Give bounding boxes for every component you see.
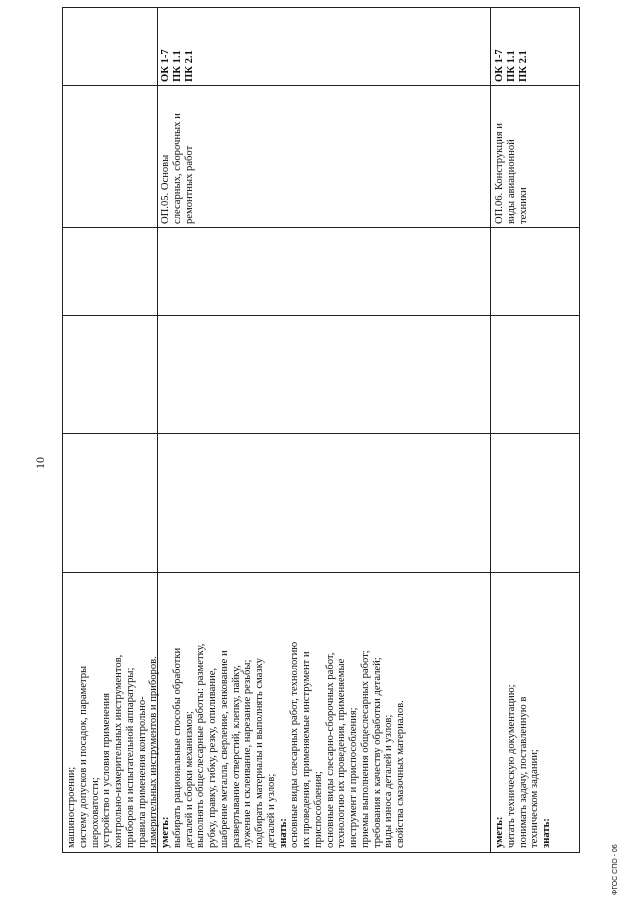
- content-line: машиностроении;: [66, 766, 77, 848]
- content-line: инструмент и приспособления;: [348, 707, 359, 848]
- competency-code: ПК 1.1: [506, 50, 517, 82]
- column-divider: [63, 85, 579, 86]
- row3-codes-cell: [494, 49, 530, 82]
- row2-discipline-cell: [160, 113, 195, 224]
- content-line: контрольно-измерительных инструментов,: [113, 654, 124, 848]
- discipline-line: виды авиационной: [505, 139, 517, 224]
- content-line: уметь:: [160, 816, 171, 848]
- content-line: понимать задачу, поставленную в: [517, 696, 529, 848]
- competency-code: ПК 1.1: [172, 50, 183, 82]
- content-line: уметь:: [494, 816, 505, 848]
- discipline-line: техники: [517, 187, 529, 224]
- content-line: требования к качеству обработки деталей;: [371, 657, 383, 848]
- content-line: развертывание отверстий, клепку, пайку,: [230, 665, 242, 848]
- content-line: деталей и узлов;: [265, 773, 277, 848]
- content-line: шабрение металла, сверление, зенкование и: [218, 650, 230, 848]
- discipline-line: слесарных, сборочных и: [171, 113, 183, 224]
- competency-code: ОК 1-7: [494, 49, 505, 82]
- content-line: измерительных инструментов и приборов.: [148, 656, 160, 848]
- discipline-line: ОП.06. Конструкция и: [494, 123, 505, 224]
- content-line: читать техническую документацию;: [505, 684, 517, 848]
- footer-code: ФГОС СПО - 06: [612, 844, 619, 895]
- content-line: основные виды слесарных работ, технологию: [289, 641, 301, 848]
- page-number: 10: [33, 457, 47, 469]
- content-line: шероховатости;: [89, 777, 101, 848]
- content-line: рубку, правку, гибку, резку, опиливание,: [207, 667, 218, 848]
- content-line: приспособления;: [312, 771, 324, 848]
- content-line: технологию их проведения, применяемые: [336, 658, 348, 848]
- content-line: знать:: [541, 818, 552, 848]
- content-line: виды износа деталей и узлов;: [383, 714, 395, 848]
- content-line: свойства смазочных материалов.: [395, 700, 406, 848]
- column-divider: [63, 227, 579, 228]
- column-divider: [63, 315, 579, 316]
- row3-discipline-cell: [494, 123, 529, 224]
- content-line: их проведения, применяемые инструмент и: [301, 651, 312, 848]
- content-line: деталей и сборки механизмов;: [183, 711, 195, 848]
- content-line: приемы выполнения общеслесарных работ;: [359, 650, 371, 848]
- competency-code: ПК 2.1: [518, 50, 529, 82]
- content-line: приборов и испытательной аппаратуры;: [124, 667, 136, 848]
- row3-content-cell: [494, 684, 553, 848]
- content-line: подбирать материалы и выполнять смазку: [254, 658, 265, 848]
- content-line: устройство и условия применения: [101, 693, 113, 848]
- curriculum-table: [62, 7, 580, 853]
- content-line: знать:: [277, 818, 289, 848]
- competency-code: ОК 1-7: [160, 49, 171, 82]
- content-line: правила применения контрольно-: [136, 696, 148, 848]
- column-divider: [63, 433, 579, 434]
- row1-content-cell: [66, 655, 160, 848]
- row-divider: [490, 8, 491, 852]
- content-line: техническом задании;: [529, 749, 541, 848]
- content-line: основные виды слесарно-сборочных работ,: [324, 652, 336, 848]
- content-line: выбирать рациональные способы обработки: [171, 647, 183, 848]
- row2-codes-cell: [160, 49, 196, 82]
- discipline-line: ОП.05. Основы: [160, 154, 171, 224]
- discipline-line: ремонтных работ: [183, 145, 195, 224]
- content-line: систему допусков и посадок, параметры: [77, 665, 89, 848]
- content-line: выполнять общеслесарные работы: разметку,: [195, 643, 207, 848]
- content-line: лужение и склеивание, нарезание резьбы;: [242, 659, 254, 848]
- competency-code: ПК 2.1: [184, 50, 195, 82]
- column-divider: [63, 572, 579, 573]
- row2-content-cell: [160, 642, 407, 848]
